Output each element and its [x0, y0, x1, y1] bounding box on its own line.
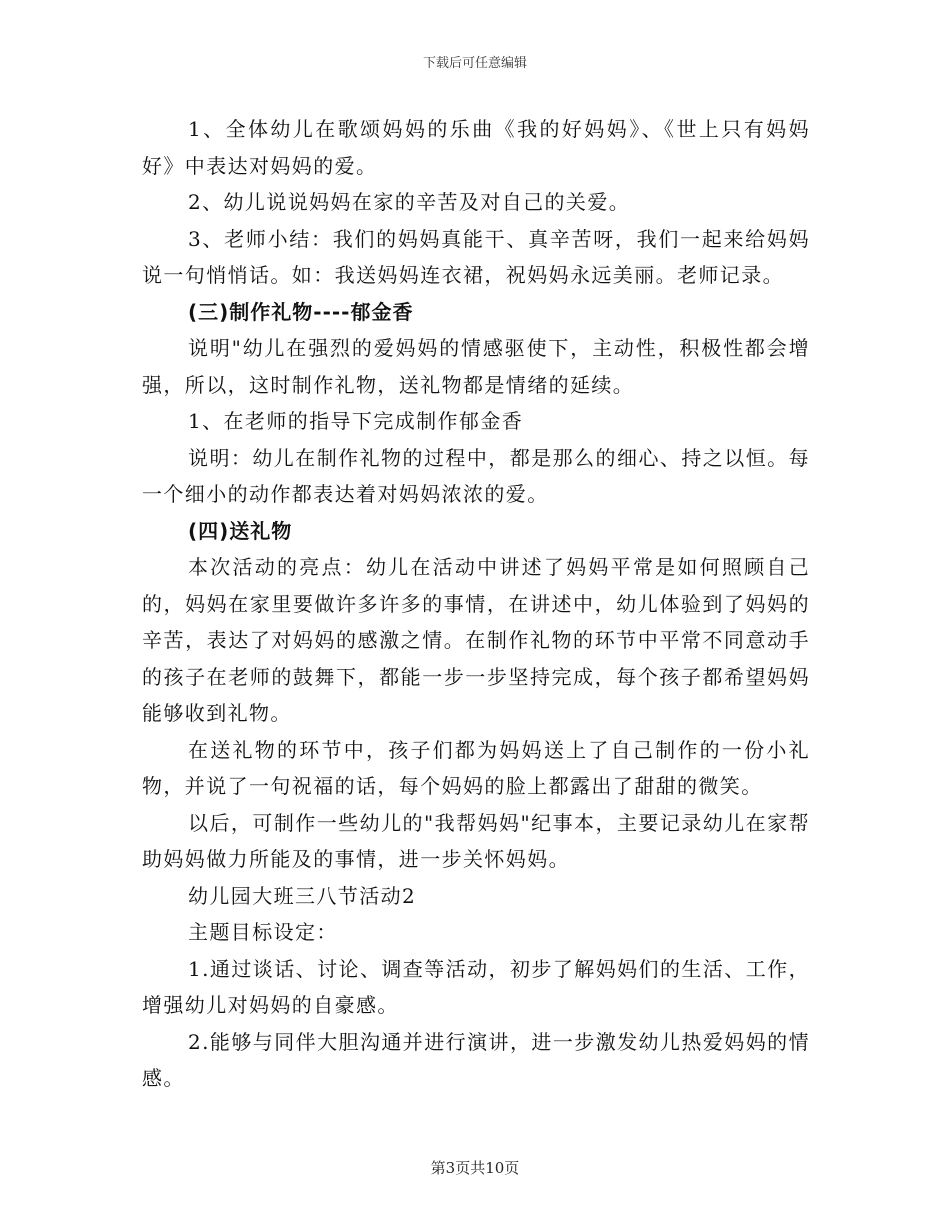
paragraph-11: 主题目标设定： — [188, 920, 338, 944]
paragraph-12: 1.通过谈话、讨论、调查等活动，初步了解妈妈们的生活、工作，增强幼儿对妈妈的自豪感。 — [142, 956, 810, 1017]
section-heading-3: (三)制作礼物----郁金香 — [188, 299, 414, 324]
page-header: 下载后可任意编辑 — [422, 56, 527, 71]
paragraph-4: 说明"幼儿在强烈的爱妈妈的情感驱使下，主动性，积极性都会增强，所以，这时制作礼物，送礼物都是情绪的延续。 — [142, 336, 810, 397]
paragraph-2: 2、幼儿说说妈妈在家的辛苦及对自己的关爱。 — [188, 190, 631, 214]
paragraph-13: 2.能够与同伴大胆沟通并进行演讲，进一步激发幼儿热爱妈妈的情感。 — [142, 1029, 810, 1090]
paragraph-8: 在送礼物的环节中，孩子们都为妈妈送上了自己制作的一份小礼物，并说了一句祝福的话，每个妈妈的脸上都露出了甜甜的微笑。 — [142, 737, 810, 798]
page-footer: 第3页共10页 — [430, 1159, 520, 1177]
paragraph-6: 说明：幼儿在制作礼物的过程中，都是那么的细心、持之以恒。每一个细小的动作都表达着对妈妈浓浓的爱。 — [142, 445, 810, 506]
paragraph-1: 1、全体幼儿在歌颂妈妈的乐曲《我的好妈妈》、《世上只有妈妈好》中表达对妈妈的爱。 — [142, 117, 810, 178]
document-body — [142, 111, 810, 1097]
paragraph-7: 本次活动的亮点：幼儿在活动中讲述了妈妈平常是如何照顾自己的，妈妈在家里要做许多许多的事情，在讲述中，幼儿体验到了妈妈的辛苦，表达了对妈妈的感激之情。在制作礼物的环节中平常不同意动手的孩子在老师的鼓舞下，都能一步一步坚持完成，每个孩子都希望妈妈能够收到礼物。 — [142, 555, 810, 725]
paragraph-3: 3、老师小结：我们的妈妈真能干、真辛苦呀，我们一起来给妈妈说一句悄悄话。如：我送妈妈连衣裙，祝妈妈永远美丽。老师记录。 — [142, 226, 810, 287]
paragraph-5: 1、在老师的指导下完成制作郁金香 — [188, 409, 524, 433]
paragraph-9: 以后，可制作一些幼儿的"我帮妈妈"纪事本，主要记录幼儿在家帮助妈妈做力所能及的事情，进一步关怀妈妈。 — [142, 810, 810, 871]
paragraph-10: 幼儿园大班三八节活动2 — [188, 883, 417, 908]
section-heading-4: (四)送礼物 — [188, 518, 293, 543]
